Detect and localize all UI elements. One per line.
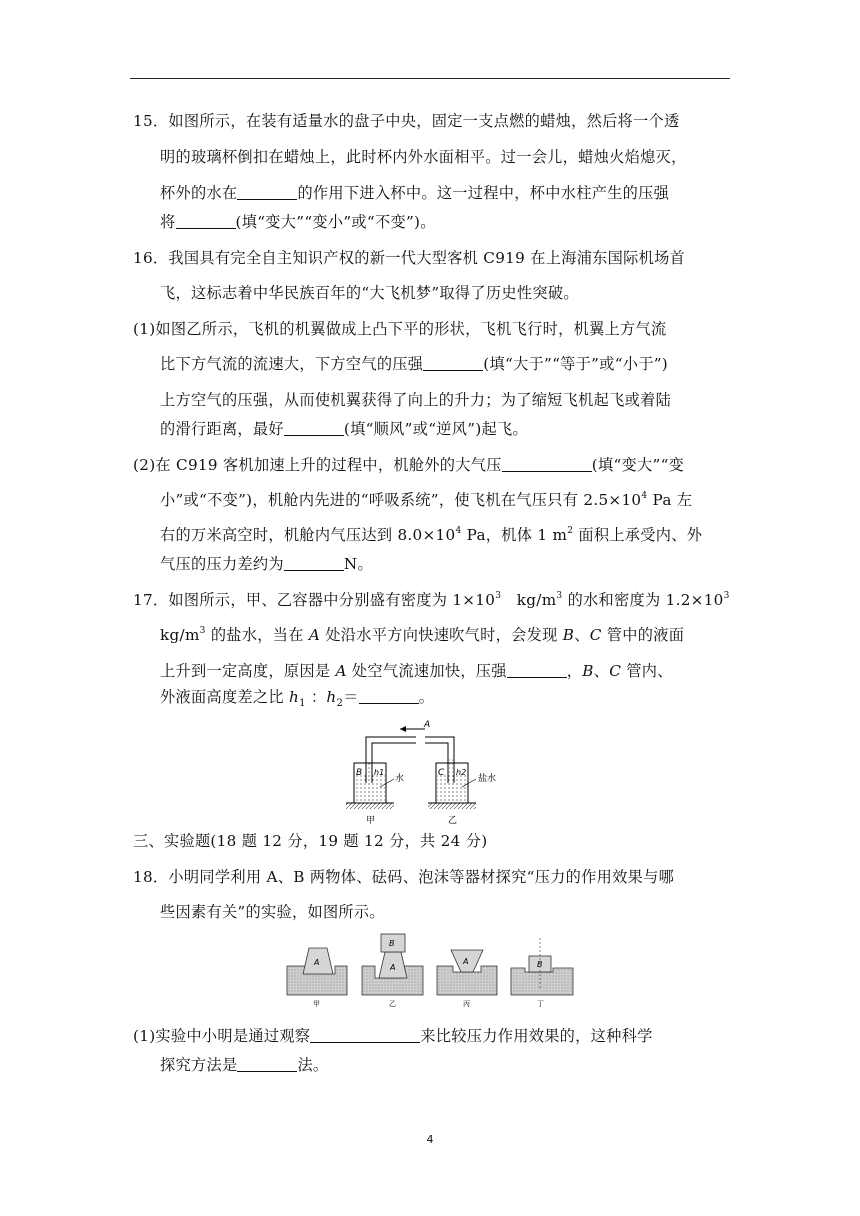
page-number: 4	[426, 1133, 434, 1146]
label-C: C	[438, 768, 445, 778]
q16-part2-line-4: 气压的压力差约为 N。	[160, 555, 373, 573]
q16-part1-line-2: 比下方气流的流速大，下方空气的压强 (填“大于”“等于”或“小于”)	[160, 355, 669, 373]
q16-part2-line-1: (2)在 C919 客机加速上升的过程中，机舱外的大气压 (填“变大”“变	[133, 456, 685, 474]
label-A-yi: A	[390, 963, 396, 972]
q18-pressure-figure	[285, 930, 580, 1010]
label-B: B	[356, 768, 363, 778]
q15-blank-2[interactable]	[176, 214, 236, 229]
q16-part2-line-2: 小”或“不变”)，机舱内先进的“呼吸系统”，使飞机在气压只有 $2.5\times 10^4$ Pa 左	[160, 491, 693, 509]
q15-line-2: 明的玻璃杯倒扣在蜡烛上，此时杯内外水面相平。过一会儿，蜡烛火焰熄灭，	[160, 148, 687, 166]
q17-line-4: 外液面高度差之比 $h_1$ ：$h_2=$ 。	[160, 688, 435, 710]
caption-jia: 甲	[366, 816, 376, 826]
q17-line-1: 17．如图所示，甲、乙容器中分别盛有密度为 $1\times 10^3$ $kg/m^3$ 的水和密度为 $1.2\times 10^3$	[133, 591, 730, 609]
label-A: A	[424, 720, 431, 730]
caption-jia: 甲	[313, 1000, 320, 1008]
q15-line-4: 将 (填“变大”“变小”或“不变”)。	[160, 213, 436, 231]
q18-part1-line-2: 探究方法是 法。	[160, 1056, 329, 1074]
q16-part1-line-3: 上方空气的压强，从而使机翼获得了向上的升力；为了缩短飞机起飞或着陆	[160, 391, 672, 409]
label-saltwater: 盐水	[478, 774, 497, 784]
q17-blank-2[interactable]	[359, 689, 419, 704]
q17-line-2: $kg/m^3$ 的盐水，当在 A 处沿水平方向快速吹气时，会发现 B、C 管中的液面	[160, 626, 685, 644]
label-h1: h1	[374, 768, 385, 777]
q18-line-2: 些因素有关”的实验，如图所示。	[160, 903, 385, 921]
q17-line-3: 上升到一定高度，原因是 A 处空气流速加快，压强 ，B、C 管内、	[160, 662, 673, 680]
header-rule	[130, 78, 730, 79]
arrow-head-icon	[400, 726, 406, 732]
q16-line-1: 16．我国具有完全自主知识产权的新一代大型客机 C919 在上海浦东国际机场首	[133, 249, 686, 267]
q16-part1-line-4: 的滑行距离，最好 (填“顺风”或“逆风”)起飞。	[160, 420, 529, 438]
label-A-jia: A	[314, 958, 320, 967]
q16-line-2: 飞，这标志着中华民族百年的“大飞机梦”取得了历史性突破。	[160, 284, 579, 302]
label-A-bing: A	[463, 957, 469, 966]
caption-bing: 丙	[463, 1000, 470, 1008]
caption-yi: 乙	[389, 1000, 396, 1008]
q16-blank-2[interactable]	[284, 421, 344, 436]
q16-blank-1[interactable]	[423, 356, 483, 371]
q15-line-1: 15．如图所示，在装有适量水的盘子中央，固定一支点燃的蜡烛，然后将一个透	[133, 112, 680, 130]
q18-blank-2[interactable]	[237, 1057, 297, 1072]
q16-part2-line-3: 右的万米高空时，机舱内气压达到 $8.0\times 10^4$ Pa，机体 1 $m^2$ 面积上承受内、外	[160, 526, 703, 544]
q18-blank-1[interactable]	[310, 1028, 420, 1043]
q18-line-1: 18．小明同学利用 A、B 两物体、砝码、泡沫等器材探究“压力的作用效果与哪	[133, 868, 675, 886]
q16-blank-4[interactable]	[284, 556, 344, 571]
q17-blow-tube-figure	[340, 715, 520, 827]
q15-blank-1[interactable]	[237, 185, 297, 200]
section-3-title: 三、实验题(18 题 12 分，19 题 12 分，共 24 分)	[133, 832, 488, 850]
caption-ding: 丁	[537, 1000, 544, 1008]
caption-yi: 乙	[448, 816, 458, 826]
label-h2: h2	[456, 768, 467, 777]
q17-blank-1[interactable]	[507, 663, 567, 678]
q16-part1-line-1: (1)如图乙所示，飞机的机翼做成上凸下平的形状，飞机飞行时，机翼上方气流	[133, 320, 667, 338]
q15-line-3: 杯外的水在 的作用下进入杯中。这一过程中，杯中水柱产生的压强	[160, 184, 670, 202]
label-B-ding: B	[537, 960, 543, 969]
label-B-yi: B	[389, 939, 395, 948]
q16-blank-3[interactable]	[502, 457, 592, 472]
q18-part1-line-1: (1)实验中小明是通过观察 来比较压力作用效果的，这种科学	[133, 1027, 653, 1045]
label-water: 水	[395, 774, 405, 784]
